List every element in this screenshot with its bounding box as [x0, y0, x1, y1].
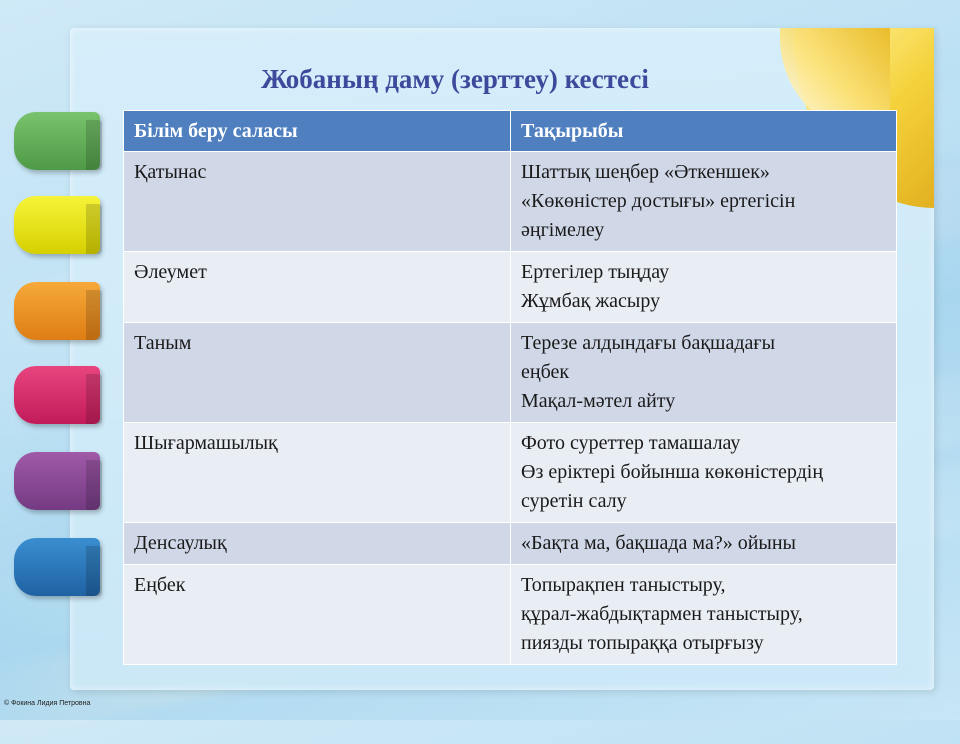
- topic-line: құрал-жабдықтармен таныстыру,: [521, 603, 803, 625]
- slide-title: Жобаның даму (зерттеу) кестесі: [261, 64, 649, 94]
- area-cell: Денсаулық: [124, 523, 511, 565]
- project-table: [123, 110, 897, 665]
- topic-line: Шаттық шеңбер «Әткеншек»: [521, 161, 770, 183]
- green-tab-decoration: [14, 112, 100, 170]
- topic-line: еңбек: [521, 361, 570, 383]
- topic-cell: [511, 252, 897, 323]
- table-row: [124, 423, 897, 523]
- yellow-tab-decoration: [14, 196, 100, 254]
- topic-line: Ертегілер тыңдау: [521, 261, 670, 283]
- topic-line: «Көкөністер достығы» ертегісін: [521, 190, 796, 212]
- orange-tab-decoration: [14, 282, 100, 340]
- area-cell: Шығармашылық: [124, 423, 511, 523]
- blue-tab-decoration: [14, 538, 100, 596]
- table-row: [124, 323, 897, 423]
- table-row: [124, 252, 897, 323]
- table-row: [124, 523, 897, 565]
- area-cell: Еңбек: [124, 565, 511, 665]
- topic-line: Топырақпен таныстыру,: [521, 574, 726, 596]
- copyright-note: © Фокина Лидия Петровна: [4, 700, 91, 707]
- topic-cell: [511, 565, 897, 665]
- topic-line: Терезе алдындағы бақшадағы: [521, 332, 776, 354]
- topic-line: пиязды топыраққа отырғызу: [521, 632, 764, 654]
- table-row: [124, 152, 897, 252]
- table-row: [124, 565, 897, 665]
- column-header-area: Білім беру саласы: [124, 111, 511, 152]
- area-cell: Қатынас: [124, 152, 511, 252]
- topic-line: Өз еріктері бойынша көкөністердің: [521, 461, 824, 483]
- topic-line: Фото суреттер тамашалау: [521, 432, 741, 454]
- pink-tab-decoration: [14, 366, 100, 424]
- topic-line: Мақал-мәтел айту: [521, 390, 676, 412]
- area-cell: Әлеумет: [124, 252, 511, 323]
- column-header-topic: Тақырыбы: [511, 111, 897, 152]
- topic-line: суретін салу: [521, 490, 627, 512]
- topic-cell: [511, 523, 897, 565]
- topic-cell: [511, 423, 897, 523]
- topic-line: «Бақта ма, бақшада ма?» ойыны: [521, 532, 796, 554]
- topic-line: әңгімелеу: [521, 219, 605, 241]
- table-header-row: [124, 111, 897, 152]
- topic-cell: [511, 152, 897, 252]
- purple-tab-decoration: [14, 452, 100, 510]
- topic-cell: [511, 323, 897, 423]
- topic-line: Жұмбақ жасыру: [521, 290, 661, 312]
- area-cell: Таным: [124, 323, 511, 423]
